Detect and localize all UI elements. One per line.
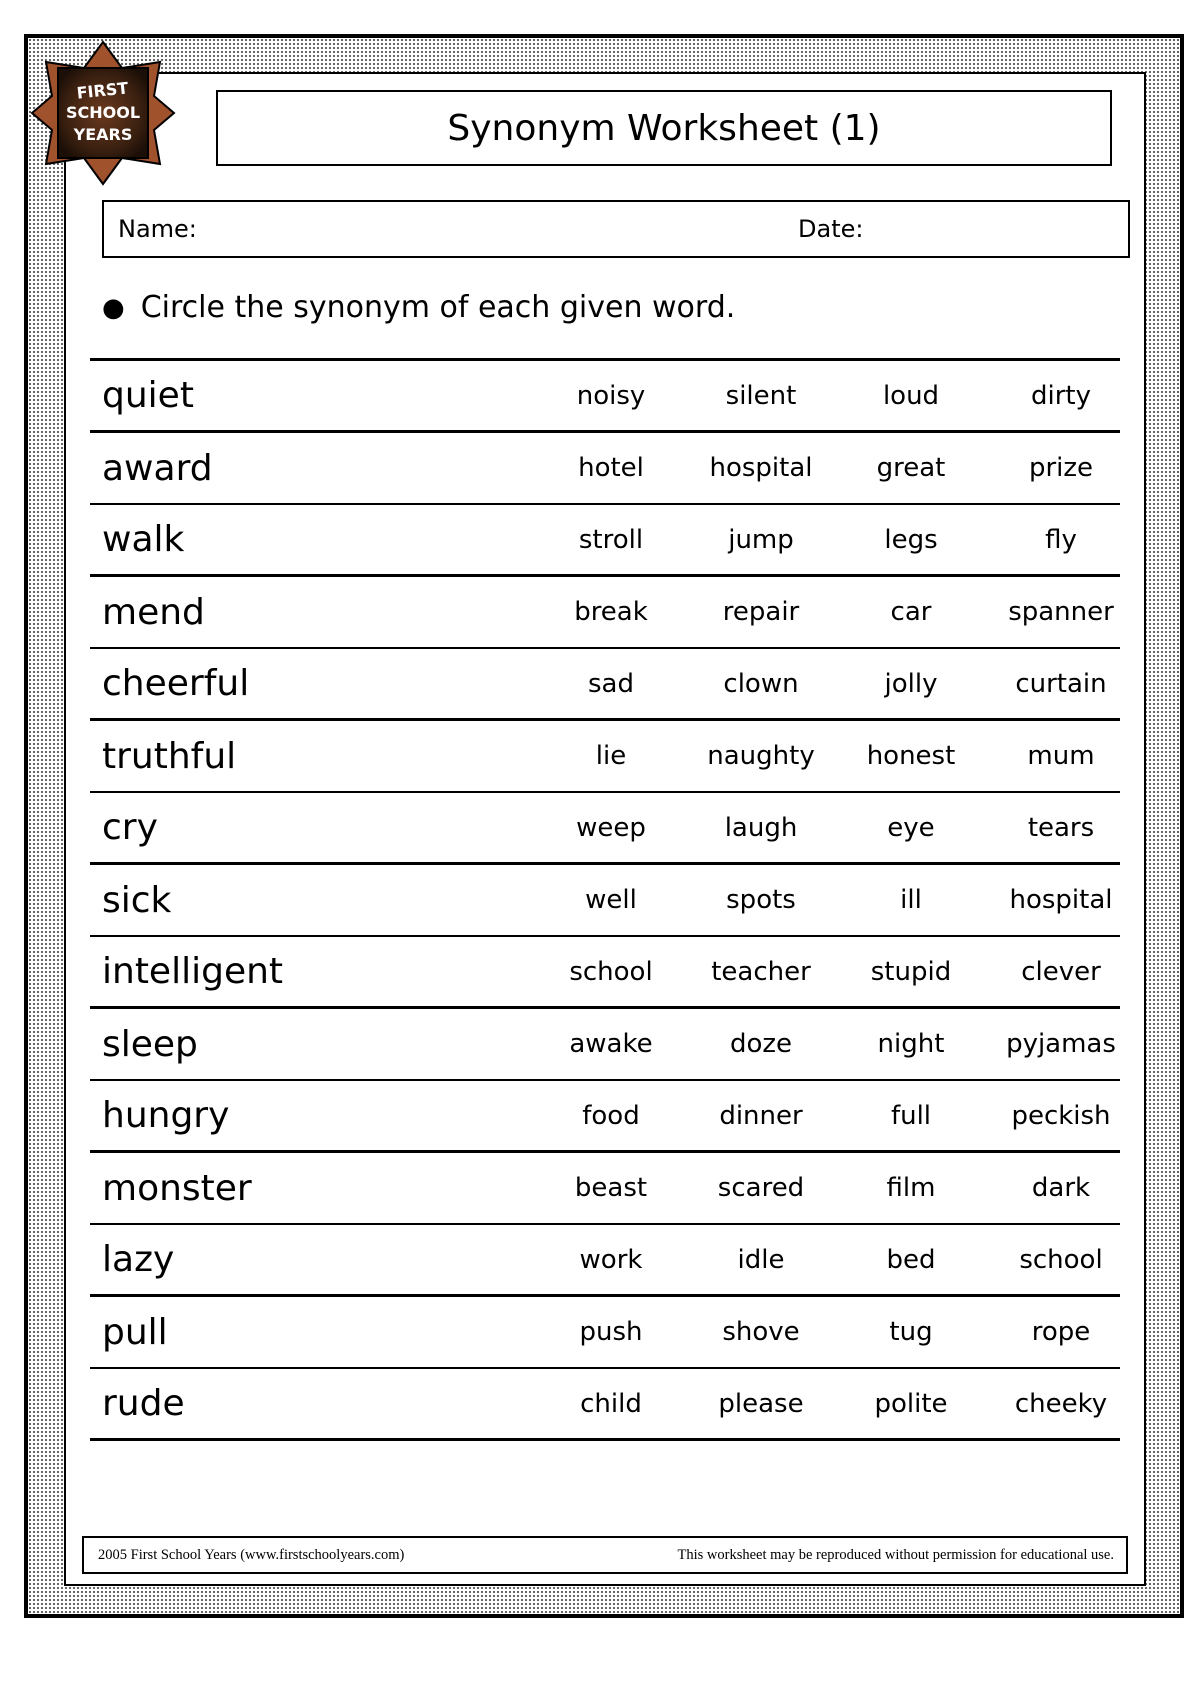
table-row xyxy=(90,1009,1120,1081)
option-word[interactable]: cheeky xyxy=(1014,1388,1108,1419)
option-word[interactable]: dirty xyxy=(1031,380,1091,411)
option-word[interactable]: idle xyxy=(737,1244,785,1275)
option-word[interactable]: child xyxy=(580,1388,642,1419)
given-word: lazy xyxy=(102,1239,175,1280)
option-word[interactable]: sad xyxy=(588,668,634,699)
logo-text-2: SCHOOL xyxy=(65,103,141,122)
given-word: award xyxy=(102,447,213,489)
option-word[interactable]: clever xyxy=(1021,956,1101,987)
option-word[interactable]: curtain xyxy=(1015,668,1107,699)
given-word: mend xyxy=(102,591,205,633)
option-word[interactable]: naughty xyxy=(707,741,815,771)
option-word[interactable]: stroll xyxy=(578,524,644,555)
given-word: walk xyxy=(102,519,185,560)
given-word: rude xyxy=(102,1383,185,1424)
given-word: intelligent xyxy=(102,951,284,992)
table-row xyxy=(90,721,1120,793)
option-word[interactable]: school xyxy=(569,956,653,987)
option-word[interactable]: well xyxy=(585,885,637,915)
table-row xyxy=(90,1081,1120,1153)
option-word[interactable]: shove xyxy=(722,1317,800,1347)
option-word[interactable]: break xyxy=(574,597,648,627)
option-word[interactable]: noisy xyxy=(576,380,646,411)
table-row xyxy=(90,649,1120,721)
option-word[interactable]: tug xyxy=(889,1317,933,1347)
option-word[interactable]: rope xyxy=(1031,1317,1091,1347)
instruction-text: Circle the synonym of each given word. xyxy=(140,290,736,325)
option-word[interactable]: tears xyxy=(1027,812,1095,843)
option-word[interactable]: hotel xyxy=(578,453,644,483)
option-word[interactable]: spanner xyxy=(1008,597,1114,627)
given-word: cheerful xyxy=(102,663,250,704)
option-word[interactable]: food xyxy=(582,1100,640,1131)
table-row xyxy=(90,1369,1120,1441)
option-word[interactable]: peckish xyxy=(1011,1100,1111,1131)
option-word[interactable]: prize xyxy=(1028,453,1094,483)
option-word[interactable]: lie xyxy=(595,741,627,771)
name-label: Name: xyxy=(118,215,197,243)
option-word[interactable]: jump xyxy=(728,524,794,555)
option-word[interactable]: polite xyxy=(874,1388,948,1419)
option-word[interactable]: teacher xyxy=(711,956,811,987)
option-word[interactable]: hospital xyxy=(709,453,813,483)
option-word[interactable]: dark xyxy=(1031,1173,1091,1203)
table-row xyxy=(90,1297,1120,1369)
option-word[interactable]: pyjamas xyxy=(1006,1029,1116,1059)
option-word[interactable]: clown xyxy=(723,668,799,699)
option-word[interactable]: weep xyxy=(576,812,646,843)
option-word[interactable]: awake xyxy=(569,1029,653,1059)
logo-text-3: YEARS xyxy=(73,125,133,144)
table-row xyxy=(90,865,1120,937)
option-word[interactable]: fly xyxy=(1045,524,1077,555)
table-row xyxy=(90,937,1120,1009)
option-word[interactable]: night xyxy=(877,1029,945,1059)
first-school-years-logo xyxy=(28,38,178,188)
table-row xyxy=(90,1225,1120,1297)
option-word[interactable]: eye xyxy=(887,812,935,843)
given-word: cry xyxy=(102,807,158,848)
option-word[interactable]: great xyxy=(876,453,946,483)
given-word: hungry xyxy=(102,1095,230,1136)
option-word[interactable]: full xyxy=(890,1100,932,1131)
option-word[interactable]: car xyxy=(890,597,932,627)
given-word: pull xyxy=(102,1311,168,1353)
option-word[interactable]: repair xyxy=(722,597,800,627)
synonym-table xyxy=(90,358,1120,1441)
option-word[interactable]: loud xyxy=(882,380,940,411)
option-word[interactable]: push xyxy=(579,1317,643,1347)
footer-copyright: 2005 First School Years (www.firstschoolyears.com) xyxy=(98,1547,405,1563)
table-row xyxy=(90,433,1120,505)
given-word: truthful xyxy=(102,735,237,777)
option-word[interactable]: mum xyxy=(1027,741,1095,771)
option-word[interactable]: work xyxy=(579,1244,643,1275)
date-label: Date: xyxy=(798,215,864,243)
given-word: quiet xyxy=(102,375,194,416)
option-word[interactable]: legs xyxy=(884,524,938,555)
table-row xyxy=(90,1153,1120,1225)
footer-permission: This worksheet may be reproduced without permission for educational use. xyxy=(677,1547,1114,1563)
worksheet-title-box xyxy=(216,90,1112,166)
table-row xyxy=(90,577,1120,649)
logo-star-icon xyxy=(28,38,178,188)
instruction xyxy=(102,290,735,325)
table-row xyxy=(90,361,1120,433)
option-word[interactable]: dinner xyxy=(719,1100,803,1131)
option-word[interactable]: hospital xyxy=(1009,885,1113,915)
given-word: sleep xyxy=(102,1023,198,1065)
option-word[interactable]: doze xyxy=(729,1029,793,1059)
option-word[interactable]: ill xyxy=(900,885,922,915)
option-word[interactable]: spots xyxy=(726,885,796,915)
worksheet-title: Synonym Worksheet (1) xyxy=(447,107,881,149)
option-word[interactable]: beast xyxy=(574,1173,648,1203)
option-word[interactable]: bed xyxy=(886,1244,936,1275)
option-word[interactable]: scared xyxy=(717,1173,805,1203)
logo-text-1: FIRST xyxy=(75,78,130,103)
option-word[interactable]: please xyxy=(718,1388,804,1419)
option-word[interactable]: honest xyxy=(866,741,956,771)
given-word: sick xyxy=(102,879,172,921)
name-date-box xyxy=(102,200,1130,258)
footer-box xyxy=(82,1536,1128,1574)
option-word[interactable]: silent xyxy=(725,380,797,411)
option-word[interactable]: film xyxy=(886,1173,936,1203)
option-word[interactable]: stupid xyxy=(870,956,952,987)
table-row xyxy=(90,505,1120,577)
option-word[interactable]: laugh xyxy=(724,812,798,843)
bullet-icon: ● xyxy=(102,292,125,323)
table-row xyxy=(90,793,1120,865)
option-word[interactable]: jolly xyxy=(884,668,938,699)
option-word[interactable]: school xyxy=(1019,1244,1103,1275)
given-word: monster xyxy=(102,1167,252,1209)
